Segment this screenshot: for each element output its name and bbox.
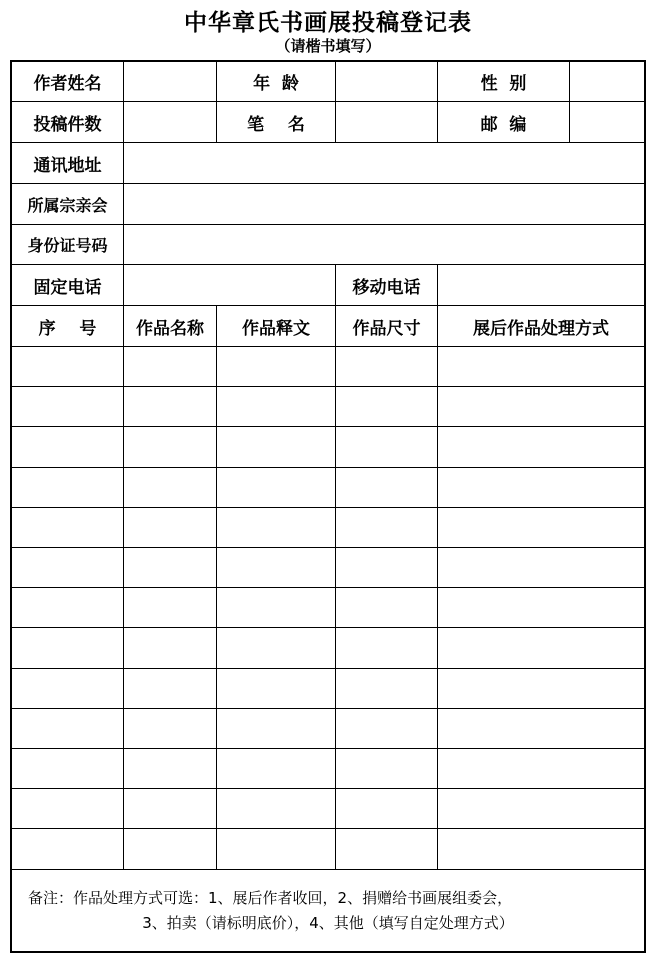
row-9-size-cell[interactable] xyxy=(336,669,438,709)
column-header-disposal: 展后作品处理方式 xyxy=(438,306,644,347)
author-name-label: 作者姓名 xyxy=(12,62,124,102)
row-5-number-cell[interactable] xyxy=(12,508,124,548)
form-title: 中华章氏书画展投稿登记表 xyxy=(184,10,472,36)
row-4-title-cell[interactable] xyxy=(124,468,217,508)
address-label: 通讯地址 xyxy=(12,143,124,184)
row-10-disposal-cell[interactable] xyxy=(438,709,644,749)
gender-label: 性 别 xyxy=(438,62,570,102)
row-3-disposal-cell[interactable] xyxy=(438,427,644,468)
row-12-size-cell[interactable] xyxy=(336,789,438,829)
row-8-number-cell[interactable] xyxy=(12,628,124,669)
pen-name-label: 笔 名 xyxy=(217,102,336,143)
gender-field[interactable] xyxy=(570,62,644,102)
row-12-disposal-cell[interactable] xyxy=(438,789,644,829)
column-header-size: 作品尺寸 xyxy=(336,306,438,347)
row-2-number-cell[interactable] xyxy=(12,387,124,427)
row-11-size-cell[interactable] xyxy=(336,749,438,789)
postcode-field[interactable] xyxy=(570,102,644,143)
row-12-title-cell[interactable] xyxy=(124,789,217,829)
row-6-disposal-cell[interactable] xyxy=(438,548,644,588)
row-5-disposal-cell[interactable] xyxy=(438,508,644,548)
row-5-size-cell[interactable] xyxy=(336,508,438,548)
row-2-disposal-cell[interactable] xyxy=(438,387,644,427)
footnote-line-2: 3、拍卖（请标明底价），4、其他（填写自定处理方式） xyxy=(142,913,514,932)
row-12-transcription-cell[interactable] xyxy=(217,789,336,829)
row-3-size-cell[interactable] xyxy=(336,427,438,468)
row-2-transcription-cell[interactable] xyxy=(217,387,336,427)
row-3-transcription-cell[interactable] xyxy=(217,427,336,468)
footnote xyxy=(12,870,644,951)
row-4-transcription-cell[interactable] xyxy=(217,468,336,508)
row-6-title-cell[interactable] xyxy=(124,548,217,588)
row-10-size-cell[interactable] xyxy=(336,709,438,749)
mobile-field[interactable] xyxy=(438,265,644,306)
row-1-transcription-cell[interactable] xyxy=(217,347,336,387)
row-4-disposal-cell[interactable] xyxy=(438,468,644,508)
row-11-transcription-cell[interactable] xyxy=(217,749,336,789)
row-1-title-cell[interactable] xyxy=(124,347,217,387)
landline-field[interactable] xyxy=(124,265,336,306)
row-11-disposal-cell[interactable] xyxy=(438,749,644,789)
row-13-number-cell[interactable] xyxy=(12,829,124,870)
row-6-size-cell[interactable] xyxy=(336,548,438,588)
row-1-size-cell[interactable] xyxy=(336,347,438,387)
row-11-number-cell[interactable] xyxy=(12,749,124,789)
row-8-size-cell[interactable] xyxy=(336,628,438,669)
row-5-title-cell[interactable] xyxy=(124,508,217,548)
postcode-label: 邮 编 xyxy=(438,102,570,143)
row-3-title-cell[interactable] xyxy=(124,427,217,468)
pen-name-field[interactable] xyxy=(336,102,438,143)
author-name-field[interactable] xyxy=(124,62,217,102)
row-8-title-cell[interactable] xyxy=(124,628,217,669)
submission-count-field[interactable] xyxy=(124,102,217,143)
row-13-size-cell[interactable] xyxy=(336,829,438,870)
row-7-transcription-cell[interactable] xyxy=(217,588,336,628)
id-number-field[interactable] xyxy=(124,225,644,265)
form-subtitle: （请楷书填写） xyxy=(275,37,381,55)
row-9-title-cell[interactable] xyxy=(124,669,217,709)
row-8-disposal-cell[interactable] xyxy=(438,628,644,669)
row-13-transcription-cell[interactable] xyxy=(217,829,336,870)
row-3-number-cell[interactable] xyxy=(12,427,124,468)
association-field[interactable] xyxy=(124,184,644,225)
row-4-number-cell[interactable] xyxy=(12,468,124,508)
mobile-label: 移动电话 xyxy=(336,265,438,306)
row-10-number-cell[interactable] xyxy=(12,709,124,749)
row-4-size-cell[interactable] xyxy=(336,468,438,508)
row-6-number-cell[interactable] xyxy=(12,548,124,588)
column-header-title: 作品名称 xyxy=(124,306,217,347)
row-11-title-cell[interactable] xyxy=(124,749,217,789)
association-label: 所属宗亲会 xyxy=(12,184,124,225)
registration-form xyxy=(10,60,646,953)
row-7-size-cell[interactable] xyxy=(336,588,438,628)
column-header-number: 序 号 xyxy=(12,306,124,347)
row-10-title-cell[interactable] xyxy=(124,709,217,749)
submission-count-label: 投稿件数 xyxy=(12,102,124,143)
row-1-number-cell[interactable] xyxy=(12,347,124,387)
row-12-number-cell[interactable] xyxy=(12,789,124,829)
row-9-number-cell[interactable] xyxy=(12,669,124,709)
row-1-disposal-cell[interactable] xyxy=(438,347,644,387)
age-label: 年 龄 xyxy=(217,62,336,102)
address-field[interactable] xyxy=(124,143,644,184)
row-13-disposal-cell[interactable] xyxy=(438,829,644,870)
age-field[interactable] xyxy=(336,62,438,102)
row-2-size-cell[interactable] xyxy=(336,387,438,427)
row-6-transcription-cell[interactable] xyxy=(217,548,336,588)
row-7-disposal-cell[interactable] xyxy=(438,588,644,628)
row-7-number-cell[interactable] xyxy=(12,588,124,628)
id-number-label: 身份证号码 xyxy=(12,225,124,265)
row-7-title-cell[interactable] xyxy=(124,588,217,628)
row-9-transcription-cell[interactable] xyxy=(217,669,336,709)
row-9-disposal-cell[interactable] xyxy=(438,669,644,709)
row-10-transcription-cell[interactable] xyxy=(217,709,336,749)
footnote-line-1: 备注：作品处理方式可选：1、展后作者收回，2、捐赠给书画展组委会， xyxy=(28,888,513,907)
row-8-transcription-cell[interactable] xyxy=(217,628,336,669)
row-13-title-cell[interactable] xyxy=(124,829,217,870)
landline-label: 固定电话 xyxy=(12,265,124,306)
column-header-transcription: 作品释文 xyxy=(217,306,336,347)
row-5-transcription-cell[interactable] xyxy=(217,508,336,548)
row-2-title-cell[interactable] xyxy=(124,387,217,427)
